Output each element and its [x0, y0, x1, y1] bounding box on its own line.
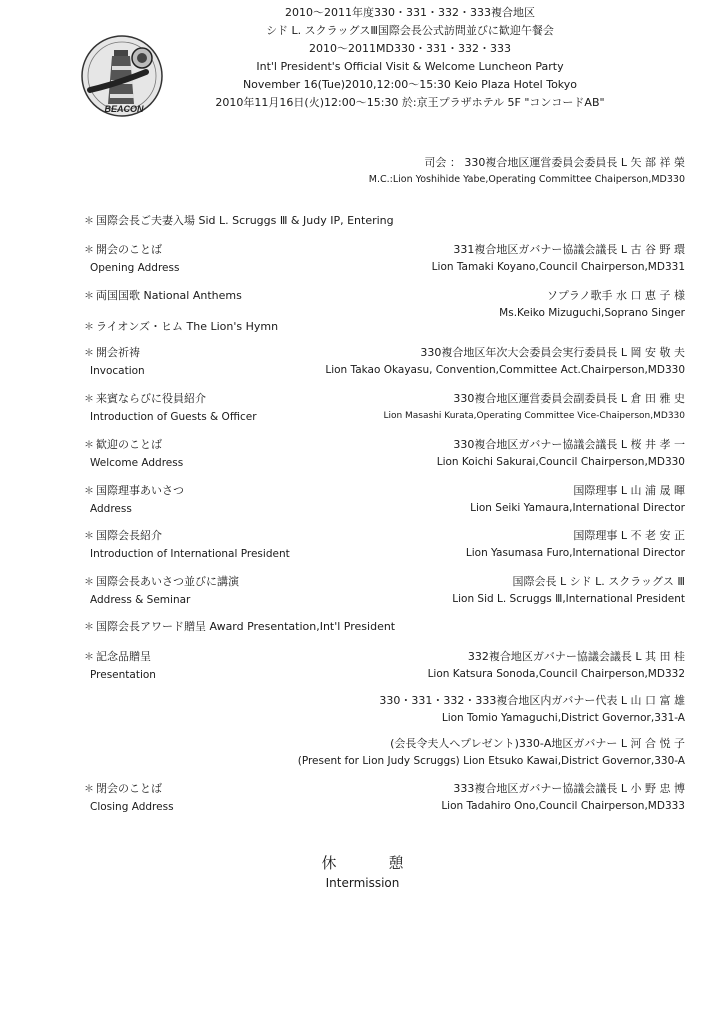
asterisk-icon: ＊ — [84, 577, 94, 588]
asterisk-icon: ＊ — [84, 486, 94, 497]
speaker-english: Lion Tadahiro Ono,Council Chairperson,MD333 — [441, 800, 685, 812]
speaker-japanese: 330・331・332・333複合地区内ガバナー代表 L 山 口 富 雄 — [379, 694, 685, 707]
speaker-english: Lion Takao Okayasu, Convention,Committee Act.Chairperson,MD330 — [325, 364, 685, 376]
speaker-japanese: ソプラノ歌手 水 口 恵 子 様 — [546, 289, 685, 302]
intermission-japanese: 休憩 — [321, 854, 456, 872]
svg-text:BEACON: BEACON — [104, 104, 144, 114]
asterisk-icon: ＊ — [84, 291, 94, 302]
item-title: 閉会のことば — [96, 782, 162, 795]
item-title: ライオンズ・ヒム The Lion's Hymn — [96, 320, 279, 333]
header-line-3: 2010～2011MD330・331・332・333 — [309, 42, 511, 55]
asterisk-icon: ＊ — [84, 245, 94, 256]
item-title: 両国国歌 National Anthems — [96, 289, 242, 302]
speaker-japanese: 333複合地区ガバナー協議会議長 L 小 野 忠 博 — [453, 782, 685, 795]
asterisk-icon: ＊ — [84, 440, 94, 451]
header-line-5: November 16(Tue)2010,12:00～15:30 Keio Plaza Hotel Tokyo — [242, 78, 578, 91]
speaker-japanese: (会長令夫人へプレゼント)330-A地区ガバナー L 河 合 悦 子 — [390, 737, 685, 750]
item-title: 国際会長あいさつ並びに講演 — [96, 575, 239, 588]
speaker-japanese: 国際会長 L シド L. スクラッグス Ⅲ — [512, 575, 685, 588]
item-subtitle: Invocation — [90, 365, 145, 377]
asterisk-icon: ＊ — [84, 622, 94, 633]
asterisk-icon: ＊ — [84, 348, 94, 359]
intermission-english: Intermission — [325, 876, 400, 890]
mc-english: M.C.:Lion Yoshihide Yabe,Operating Committee Chaiperson,MD330 — [368, 174, 685, 185]
item-subtitle: Address & Seminar — [90, 594, 191, 606]
asterisk-icon: ＊ — [84, 322, 94, 333]
mc-japanese: 司会 ： 330複合地区運営委員会委員長 L 矢 部 祥 榮 — [424, 156, 685, 169]
header-line-4: Int'l President's Official Visit & Welcome Luncheon Party — [256, 60, 564, 73]
item-subtitle: Address — [90, 503, 132, 515]
item-subtitle: Closing Address — [90, 801, 174, 813]
speaker-english: Lion Seiki Yamaura,International Director — [470, 502, 685, 514]
speaker-english: Lion Yasumasa Furo,International Director — [465, 547, 685, 559]
event-header — [150, 4, 670, 112]
item-title: 記念品贈呈 — [96, 650, 151, 663]
item-title: 来賓ならびに役員紹介 — [96, 392, 206, 405]
asterisk-icon: ＊ — [84, 652, 94, 663]
master-of-ceremonies — [369, 154, 685, 188]
asterisk-icon: ＊ — [84, 216, 94, 227]
item-title: 開会のことば — [96, 243, 162, 256]
speaker-japanese: 330複合地区運営委員会副委員長 L 倉 田 雅 史 — [453, 392, 685, 405]
header-line-1: 2010～2011年度330・331・332・333複合地区 — [285, 6, 535, 19]
item-subtitle: Introduction of International President — [90, 548, 290, 560]
asterisk-icon: ＊ — [84, 531, 94, 542]
speaker-japanese: 331複合地区ガバナー協議会議長 L 古 谷 野 環 — [453, 243, 685, 256]
item-subtitle: Presentation — [90, 669, 156, 681]
asterisk-icon: ＊ — [84, 394, 94, 405]
header-line-6: 2010年11月16日(火)12:00～15:30 於:京王プラザホテル 5F "コンコードAB" — [215, 96, 605, 109]
speaker-english: Lion Koichi Sakurai,Council Chairperson,MD330 — [436, 456, 685, 468]
item-title: 歓迎のことば — [96, 438, 162, 451]
speaker-japanese: 330複合地区年次大会委員会実行委員長 L 岡 安 敬 夫 — [420, 346, 685, 359]
item-subtitle: Welcome Address — [90, 457, 184, 469]
item-title: 国際会長紹介 — [96, 529, 162, 542]
item-subtitle: Opening Address — [90, 262, 180, 274]
item-title: 開会祈祷 — [96, 346, 140, 359]
speaker-japanese: 国際理事 L 不 老 安 正 — [573, 529, 685, 542]
item-title: 国際理事あいさつ — [96, 484, 184, 497]
speaker-japanese: 国際理事 L 山 浦 晟 暉 — [573, 484, 685, 497]
asterisk-icon: ＊ — [84, 784, 94, 795]
speaker-english: Lion Tomio Yamaguchi,District Governor,331-A — [441, 712, 685, 724]
speaker-japanese: 332複合地区ガバナー協議会議長 L 其 田 桂 — [467, 650, 685, 663]
speaker-japanese: 330複合地区ガバナー協議会議長 L 桜 井 孝 一 — [453, 438, 685, 451]
header-line-2: シド L. スクラッグスⅢ国際会長公式訪問並びに歓迎午餐会 — [266, 24, 554, 37]
intermission — [0, 852, 725, 892]
speaker-english: Ms.Keiko Mizuguchi,Soprano Singer — [499, 307, 685, 319]
item-title: 国際会長ご夫妻入場 Sid L. Scruggs Ⅲ & Judy IP, Entering — [96, 214, 394, 227]
speaker-english: Lion Sid L. Scruggs Ⅲ,International President — [452, 593, 685, 605]
item-subtitle: Introduction of Guests & Officer — [90, 411, 257, 423]
speaker-english: Lion Masashi Kurata,Operating Committee Vice-Chaiperson,MD330 — [383, 411, 685, 421]
speaker-english: Lion Katsura Sonoda,Council Chairperson,MD332 — [427, 668, 685, 680]
item-title: 国際会長アワード贈呈 Award Presentation,Int'l President — [96, 620, 396, 633]
speaker-english: (Present for Lion Judy Scruggs) Lion Etsuko Kawai,District Governor,330-A — [297, 755, 685, 767]
speaker-english: Lion Tamaki Koyano,Council Chairperson,MD331 — [431, 261, 685, 273]
